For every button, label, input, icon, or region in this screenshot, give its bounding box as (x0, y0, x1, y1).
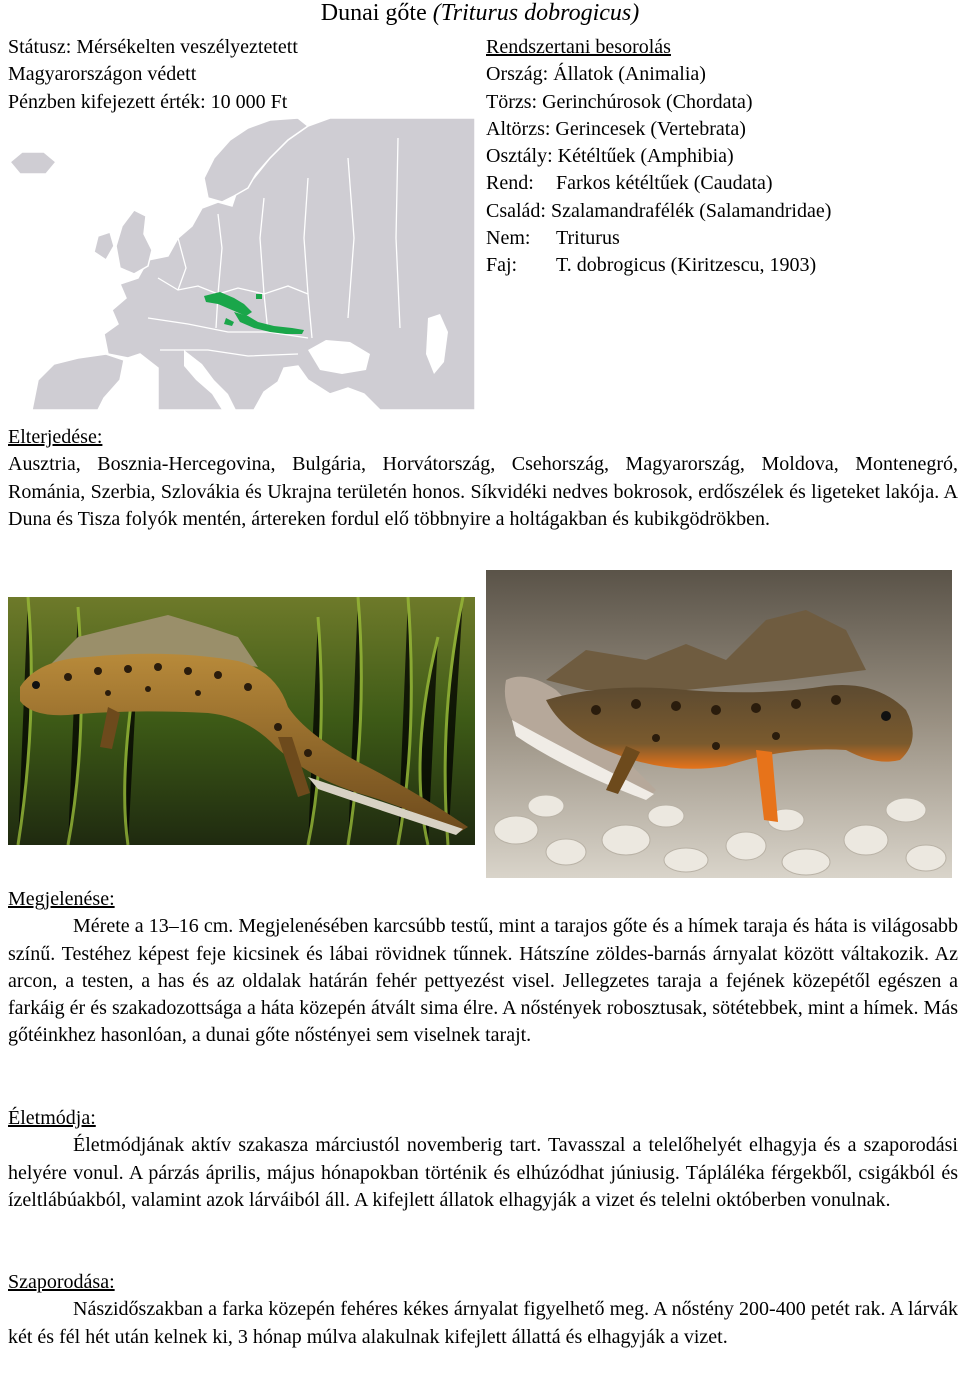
distribution-map (8, 118, 475, 410)
reproduction-text: Nászidőszakban a farka közepén fehéres kékes árnyalat figyelhető meg. A nőstény 200-400 petét rak. A lárvák két és fél hét után kelnek ki, 3 hónap múlva alakulnak kifejlett állattá és elhagyják a vizet. (8, 1298, 958, 1348)
title-main: Dunai gőte (320, 0, 433, 26)
protection-line: Magyarországon védett (8, 63, 197, 86)
taxonomy-heading: Rendszertani besorolás (486, 36, 671, 58)
newt-photo-male (8, 597, 475, 845)
rank-label: Nem: (486, 227, 531, 250)
taxonomy-row-species (486, 252, 831, 279)
taxonomy-row-class: Osztály: Kétéltűek (Amphibia) (486, 145, 734, 168)
rank-label: Rend: (486, 172, 534, 195)
rank-label: Faj: (486, 254, 518, 277)
taxonomy-row-phylum: Törzs: Gerinchúrosok (Chordata) (486, 90, 753, 113)
reproduction-heading: Szaporodása: (8, 1271, 115, 1293)
taxonomy-row-order (486, 170, 831, 197)
newt-photo-female (486, 570, 952, 878)
appearance-section (8, 886, 958, 1050)
lifestyle-section (8, 1105, 958, 1214)
page-title (0, 0, 960, 26)
appearance-paragraph (8, 913, 958, 1049)
status-line: Státusz: Mérsékelten veszélyeztetett (8, 36, 298, 58)
reproduction-paragraph (8, 1296, 958, 1351)
map-land-iceland (10, 152, 56, 174)
rank-value: Farkos kétéltűek (Caudata) (556, 172, 773, 195)
taxonomy-row-family: Család: Szalamandrafélék (Salamandridae) (486, 199, 832, 222)
value-line: Pénzben kifejezett érték: 10 000 Ft (8, 90, 288, 113)
appearance-heading: Megjelenése: (8, 888, 115, 910)
rank-value: Triturus (556, 227, 620, 250)
rank-value: T. dobrogicus (Kiritzescu, 1903) (556, 254, 817, 277)
distribution-section (8, 424, 958, 533)
lifestyle-paragraph (8, 1132, 958, 1214)
lifestyle-text: Életmódjának aktív szakasza márciustól novemberig tart. Tavasszal a telelőhelyét elhagyja és a szaporodási helyére vonul. A párzás április, május hónapokban történik és elhúzódhat júniusig. Tápláléka férgekből, csigákból és ízeltlábúakból, valamint azok lárváiból áll. A kifejlett állatok elhagyják a vizet és telelni októberben vonulnak. (8, 1134, 958, 1211)
newt-eye (32, 681, 40, 689)
taxonomy-row-subphylum: Altörzs: Gerincesek (Vertebrata) (486, 117, 746, 140)
distribution-heading: Elterjedése: (8, 426, 103, 448)
title-latin: (Triturus dobrogicus) (432, 0, 640, 26)
appearance-text: Mérete a 13–16 cm. Megjelenésében karcsúbb testű, mint a tarajos gőte és a hímek taraja és háta is világosabb színű. Testéhez képest feje kicsinek és lábai rövidnek tűnnek. Hátszíne zöldes-barnás árnyalat között váltakozik. Az arcon, a testen, a has és az oldalak határán fehér pettyezést visel. Jellegzetes taraja a fejének közepétől egészen a farkáig ér és szakadozottsága a háta közepén átvált sima élre. A nőstények robosztusak, sötétebbek, mint a hímek. Más gőtéinkhez hasonlóan, a dunai gőte nőstényei sem viselnek tarajt. (8, 915, 958, 1047)
status-block (8, 34, 298, 116)
lifestyle-heading: Életmódja: (8, 1107, 96, 1129)
reproduction-section (8, 1269, 958, 1351)
taxonomy-row-kingdom: Ország: Állatok (Animalia) (486, 63, 706, 86)
taxonomy-block (486, 34, 831, 280)
newt-eye (881, 711, 891, 721)
distribution-text: Ausztria, Bosznia-Hercegovina, Bulgária, Horvátország, Csehország, Magyarország, Moldova, Montenegró, Románia, Szerbia, Szlovákia és Ukrajna területén honos. Síkvidéki nedves bokrosok, erdőszélek és ligeteket lakója. A Duna és Tisza folyók mentén, ártereken fordul elő többnyire a holtágakban és kubikgödrökben. (8, 453, 958, 530)
taxonomy-row-genus (486, 225, 831, 252)
